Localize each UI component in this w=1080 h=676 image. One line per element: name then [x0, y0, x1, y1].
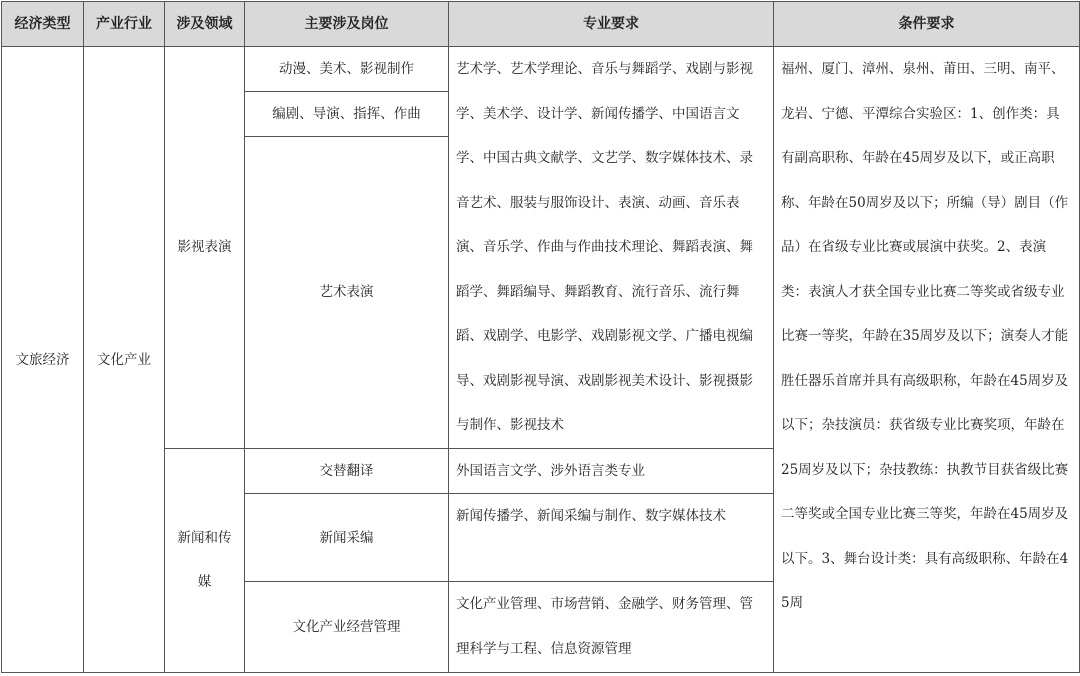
- table-row: [2, 47, 1080, 92]
- header-industry: 产业行业: [84, 2, 165, 47]
- position-cell: 动漫、美术、影视制作: [245, 47, 449, 92]
- position-cell: 艺术表演: [245, 137, 449, 448]
- talent-requirements-table: [1, 1, 1080, 673]
- majors-management-cell: [449, 582, 774, 673]
- position-cell: 交替翻译: [245, 448, 449, 494]
- header-row: [2, 2, 1080, 47]
- position-cell: 新闻采编: [245, 494, 449, 582]
- industry-cell: 文化产业: [84, 47, 165, 673]
- domain-film-cell: 影视表演: [165, 47, 245, 449]
- domain-media-cell: [165, 448, 245, 673]
- header-positions: 主要涉及岗位: [245, 2, 449, 47]
- majors-translation-text: 外国语言文学、涉外语言类专业: [456, 462, 645, 479]
- majors-film-cell: [449, 47, 774, 449]
- majors-management-text: 文化产业管理、市场营销、金融学、财务管理、管理科学与工程、信息资源管理: [456, 596, 753, 657]
- domain-media-text: 新闻和传媒: [177, 530, 232, 591]
- header-economy-type: 经济类型: [2, 2, 84, 47]
- header-majors: 专业要求: [449, 2, 774, 47]
- majors-news-text: 新闻传播学、新闻采编与制作、数字媒体技术: [456, 508, 726, 524]
- majors-film-text: 艺术学、艺术学理论、音乐与舞蹈学、戏剧与影视学、美术学、设计学、新闻传播学、中国语言文学、中国古典文献学、文艺学、数字媒体技术、录音艺术、服装与服饰设计、表演、动画、音乐表演、音乐学、作曲与作曲技术理论、舞蹈表演、舞蹈学、舞蹈编导、舞蹈教育、流行音乐、流行舞蹈、戏剧学、电影学、戏剧影视文学、广播电视编导、戏剧影视导演、戏剧影视美术设计、影视摄影与制作、影视技术: [456, 61, 753, 433]
- conditions-text: 福州、厦门、漳州、泉州、莆田、三明、南平、龙岩、宁德、平潭综合实验区：1、创作类：具有副高职称、年龄在45周岁及以下，或正高职称、年龄在50周岁及以下；所编（导）剧目（作品）在省级专业比赛或展演中获奖。2、表演类：表演人才获全国专业比赛二等奖或省级专业比赛一等奖，年龄在35周岁及以下；演奏人才能胜任器乐首席并具有高级职称，年龄在45周岁及以下；杂技演员：获省级专业比赛奖项，年龄在25周岁及以下；杂技教练：执教节目获省级比赛二等奖或全国专业比赛三等奖，年龄在45周岁及以下。3、舞台设计类：具有高级职称、年龄在45周: [781, 61, 1069, 611]
- position-cell: 编剧、导演、指挥、作曲: [245, 92, 449, 137]
- position-cell: 文化产业经营管理: [245, 582, 449, 673]
- header-conditions: 条件要求: [774, 2, 1080, 47]
- conditions-cell: [774, 47, 1080, 673]
- economy-type-cell: 文旅经济: [2, 47, 84, 673]
- header-domain: 涉及领域: [165, 2, 245, 47]
- majors-translation-cell: [449, 448, 774, 494]
- majors-news-cell: [449, 494, 774, 582]
